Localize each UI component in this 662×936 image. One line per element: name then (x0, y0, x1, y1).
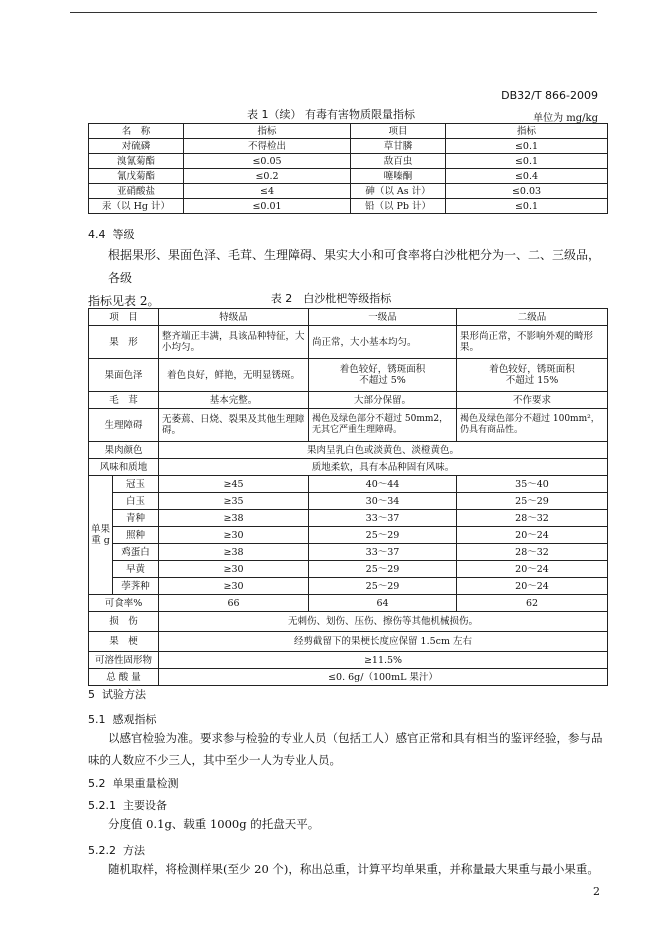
table-row (89, 561, 608, 578)
variety-label: 白玉 (113, 493, 159, 510)
table2-title: 表 2 白沙枇杷等级指标 (270, 292, 392, 305)
table-row (89, 139, 608, 154)
row-label: 果肉颜色 (89, 442, 159, 459)
table-cell: 62 (457, 595, 608, 612)
section-number: 5.1 (88, 713, 106, 726)
section-title: 等级 (112, 228, 135, 241)
table-row (89, 359, 608, 392)
variety-label: 照种 (113, 527, 159, 544)
table-row (89, 154, 608, 169)
table-cell: 64 (309, 595, 457, 612)
row-label: 可溶性固形物 (89, 652, 159, 669)
table-cell: 果肉呈乳白色或淡黄色、淡橙黄色。 (159, 442, 608, 459)
header-premium: 特级品 (159, 309, 309, 326)
table-cell: 铅（以 Pb 计） (351, 199, 446, 214)
section-number: 4.4 (88, 228, 106, 241)
variety-label: 冠玉 (113, 476, 159, 493)
row-label: 损 伤 (89, 612, 159, 632)
table-cell: ≤0.4 (446, 169, 608, 184)
toxic-substance-limits-table (88, 123, 608, 214)
table-row (89, 392, 608, 409)
table-cell: 噻嗪酮 (351, 169, 446, 184)
table-cell: 28～32 (457, 544, 608, 561)
paragraph-line: 指标见表 2。 (88, 294, 160, 308)
table-row (89, 612, 608, 632)
table-cell: 果形尚正常，不影响外观的畸形果。 (457, 326, 608, 359)
table-row (89, 595, 608, 612)
table-cell: ≤4 (184, 184, 351, 199)
table-cell: 亚硝酸盐 (89, 184, 184, 199)
cell-line: 着色较好，锈斑面积 (339, 364, 426, 375)
section-5-1-heading (88, 711, 157, 727)
table-cell: 66 (159, 595, 309, 612)
table-cell: 20～24 (457, 561, 608, 578)
table-header-row (89, 124, 608, 139)
header-limit: 指标 (184, 124, 351, 139)
section-title: 方法 (123, 844, 145, 857)
table-row (89, 442, 608, 459)
table-cell: ≥30 (159, 561, 309, 578)
table-row (89, 476, 608, 493)
table-cell: 25～29 (457, 493, 608, 510)
section-title: 感观指标 (112, 713, 157, 726)
header-name: 名 称 (89, 124, 184, 139)
table-cell: 尚正常，大小基本均匀。 (309, 326, 457, 359)
table-cell: 25～29 (309, 527, 457, 544)
section-title: 单果重量检测 (112, 777, 179, 790)
section-number: 5 (88, 688, 95, 701)
table-cell: 20～24 (457, 578, 608, 595)
table-cell: ≤0.03 (446, 184, 608, 199)
table-row (89, 632, 608, 652)
section-5-2-heading (88, 775, 179, 791)
table-cell: 氰戊菊酯 (89, 169, 184, 184)
table-cell: ≥30 (159, 527, 309, 544)
row-label: 毛 茸 (89, 392, 159, 409)
cell-line: 不超过 5% (359, 375, 406, 386)
table-row (89, 510, 608, 527)
table-row (89, 184, 608, 199)
table1-unit: 单位为 mg/kg (533, 113, 598, 124)
row-label: 果 梗 (89, 632, 159, 652)
table-cell (309, 359, 457, 392)
group-label-line: 重 g (91, 535, 110, 546)
row-label: 可食率% (89, 595, 159, 612)
table-cell: 无刺伤、划伤、压伤、擦伤等其他机械损伤。 (159, 612, 608, 632)
table-cell: 着色良好，鲜艳，无明显锈斑。 (159, 359, 309, 392)
section-5-2-1-heading (88, 797, 167, 813)
cell-line: 不超过 15% (505, 375, 559, 386)
table-cell: ≥38 (159, 544, 309, 561)
table-cell: ≤0.1 (446, 199, 608, 214)
row-label: 总 酸 量 (89, 669, 159, 686)
table-cell: 褐色及绿色部分不超过 50mm2，无其它严重生理障碍。 (309, 409, 457, 442)
row-label: 风味和质地 (89, 459, 159, 476)
variety-label: 青种 (113, 510, 159, 527)
table-cell: ≤0.01 (184, 199, 351, 214)
table-cell: 汞（以 Hg 计） (89, 199, 184, 214)
loquat-grade-table (88, 308, 608, 686)
table-cell: ≤0.2 (184, 169, 351, 184)
row-label: 果 形 (89, 326, 159, 359)
section-number: 5.2.2 (88, 844, 116, 857)
page-number: 2 (593, 885, 600, 898)
table-cell: ≤0.1 (446, 139, 608, 154)
table-cell: 敌百虫 (351, 154, 446, 169)
table-row (89, 669, 608, 686)
row-label: 生理障碍 (89, 409, 159, 442)
table-cell: 无萎蔫、日烧、裂果及其他生理障碍。 (159, 409, 309, 442)
table-cell: 33～37 (309, 544, 457, 561)
section-4-4-heading (88, 226, 135, 242)
section-number: 5.2 (88, 777, 106, 790)
row-label: 果面色泽 (89, 359, 159, 392)
table-row (89, 409, 608, 442)
table-cell: 大部分保留。 (309, 392, 457, 409)
table-cell: 30～34 (309, 493, 457, 510)
document-number: DB32/T 866-2009 (501, 89, 598, 102)
table-row (89, 652, 608, 669)
method-paragraph: 随机取样，将检测样果(至少 20 个)，称出总重，计算平均单果重，并称量最大果重与最小果重。 (108, 862, 599, 876)
table-cell: 20～24 (457, 527, 608, 544)
header-grade-2: 二级品 (457, 309, 608, 326)
variety-label: 荸荠种 (113, 578, 159, 595)
table-cell: 草甘膦 (351, 139, 446, 154)
table-row (89, 169, 608, 184)
table-cell: 25～29 (309, 578, 457, 595)
table1-title: 表 1（续） 有毒有害物质限量指标 (247, 108, 415, 121)
header-rule (70, 12, 597, 13)
paragraph-line: 味的人数应不少三人，其中至少一人为专业人员。 (88, 753, 341, 767)
table-cell: ≥38 (159, 510, 309, 527)
table-row (89, 326, 608, 359)
table-cell: 褐色及绿色部分不超过 100mm²，仍具有商品性。 (457, 409, 608, 442)
table-cell: 对硫磷 (89, 139, 184, 154)
cell-line: 着色较好，锈斑面积 (489, 364, 575, 375)
table-cell: ≥11.5% (159, 652, 608, 669)
table-row (89, 544, 608, 561)
header-item: 项 目 (89, 309, 159, 326)
sensory-paragraph (88, 727, 608, 771)
table-cell (457, 359, 608, 392)
header-limit: 指标 (446, 124, 608, 139)
table-cell: 33～37 (309, 510, 457, 527)
table-cell: 砷（以 As 计） (351, 184, 446, 199)
table-cell: ≥30 (159, 578, 309, 595)
section-number: 5.2.1 (88, 799, 116, 812)
variety-label: 鸡蛋白 (113, 544, 159, 561)
section-title: 试验方法 (102, 688, 146, 701)
table-cell: 28～32 (457, 510, 608, 527)
section-5-heading (88, 686, 146, 702)
table-cell: 25～29 (309, 561, 457, 578)
table-cell: ≤0. 6g/（100mL 果汁） (159, 669, 608, 686)
table-row (89, 527, 608, 544)
table-cell: 不得检出 (184, 139, 351, 154)
header-grade-1: 一级品 (309, 309, 457, 326)
table-row (89, 578, 608, 595)
table-cell: 质地柔软，具有本品种固有风味。 (159, 459, 608, 476)
equipment-paragraph: 分度值 0.1g、载重 1000g 的托盘天平。 (108, 817, 320, 831)
table-cell: ≤0.1 (446, 154, 608, 169)
table-row (89, 493, 608, 510)
section-title: 主要设备 (123, 799, 167, 812)
table-cell: 经剪截留下的果梗长度应保留 1.5cm 左右 (159, 632, 608, 652)
group-label-line: 单果 (91, 524, 111, 535)
table-row (89, 459, 608, 476)
table-cell: 40～44 (309, 476, 457, 493)
paragraph-line: 以感官检验为准。要求参与检验的专业人员（包括工人）感官正常和具有相当的鉴评经验，参与品 (108, 731, 603, 745)
row-group-label (89, 476, 113, 595)
table-header-row (89, 309, 608, 326)
paragraph-line: 根据果形、果面色泽、毛茸、生理障碍、果实大小和可食率将白沙枇杷分为一、二、三级品，各级 (108, 248, 601, 285)
table-cell: ≤0.05 (184, 154, 351, 169)
table-cell: 整齐端正丰满，具该品种特征，大小均匀。 (159, 326, 309, 359)
table-row (89, 199, 608, 214)
table-cell: 不作要求 (457, 392, 608, 409)
header-item: 项目 (351, 124, 446, 139)
table-cell: 溴氰菊酯 (89, 154, 184, 169)
table-cell: ≥35 (159, 493, 309, 510)
section-5-2-2-heading (88, 842, 145, 858)
variety-label: 早黄 (113, 561, 159, 578)
table-cell: ≥45 (159, 476, 309, 493)
table-cell: 35～40 (457, 476, 608, 493)
table-cell: 基本完整。 (159, 392, 309, 409)
